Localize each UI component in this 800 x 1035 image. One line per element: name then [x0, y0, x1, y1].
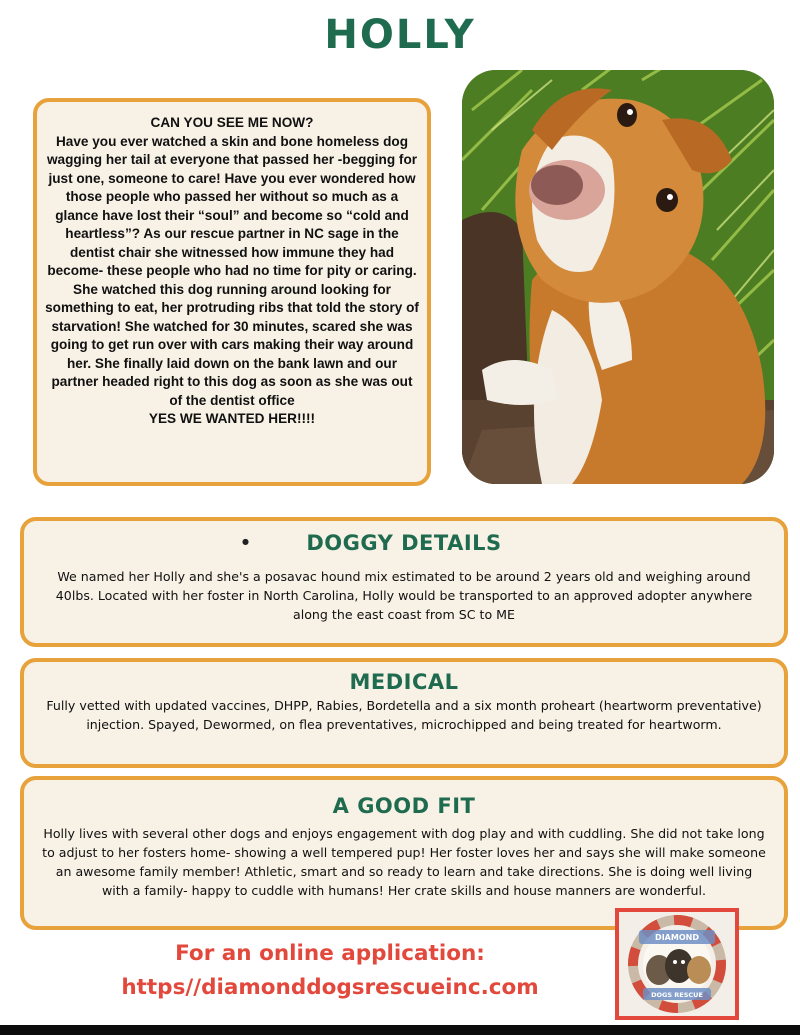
logo-bottom-text: DOGS RESCUE: [651, 991, 703, 999]
doggy-details-body: We named her Holly and she's a posavac hound mix estimated to be around 2 years old and weighing around 40lbs. Located with her foster in North Carolina, Holly would be transported to an approved adopter anywhere along the east coast from SC to ME: [55, 569, 753, 622]
application-cta: [70, 937, 590, 1005]
page-title: HOLLY: [324, 12, 476, 58]
doggy-details-title: DOGGY DETAILS: [306, 531, 502, 555]
bottom-bar: [0, 1025, 800, 1035]
medical-card: [20, 658, 788, 768]
application-link[interactable]: https//diamonddogsrescueinc.com: [121, 975, 539, 1000]
good-fit-body: Holly lives with several other dogs and enjoys engagement with dog play and with cuddling. She did not take long to adjust to her fosters home- showing a well tempered pup! Her foster loves her and says she will make someone an awesome family member! Athletic, smart and so ready to learn and take directions. She is doing well living with a family- happy to cuddle with humans! Her crate skills and house manners are wonderful.: [42, 826, 766, 898]
good-fit-card: [20, 776, 788, 930]
stray-dot: ●: [242, 537, 249, 546]
story-box: [33, 98, 431, 486]
rescue-logo-graphic: [619, 912, 735, 1016]
logo-top-text: DIAMOND: [655, 933, 699, 942]
good-fit-title: A GOOD FIT: [332, 794, 476, 818]
story-ending: YES WE WANTED HER!!!!: [148, 411, 316, 426]
medical-title: MEDICAL: [349, 670, 459, 694]
rescue-logo: [615, 908, 739, 1020]
doggy-details-card: [20, 517, 788, 647]
story-heading: CAN YOU SEE ME NOW?: [150, 115, 314, 130]
medical-body: Fully vetted with updated vaccines, DHPP, Rabies, Bordetella and a six month proheart (heartworm preventative) injection. Spayed, Dewormed, on flea preventatives, microchipped and being treated for heartworm.: [46, 698, 762, 732]
dog-photo: [462, 70, 774, 484]
cta-line: For an online application:: [175, 941, 485, 966]
dog-photo-illustration: [462, 70, 774, 484]
story-body: Have you ever watched a skin and bone homeless dog wagging her tail at everyone that passed her -begging for just one, someone to care! Have you ever wondered how those people who passed her without so much as a glance have lost their “soul” and become so “cold and heartless”? As our rescue partner in NC sage in the dentist chair she witnessed how immune they had become- these people who had no time for pity or caring. She watched this dog running around looking for something to eat, her protruding ribs that told the story of starvation! She watched for 30 minutes, scared she was going to get run over with cars making their way around her. She finally laid down on the bank lawn and our partner headed right to this dog as soon as she was out of the dentist office: [45, 133, 419, 408]
